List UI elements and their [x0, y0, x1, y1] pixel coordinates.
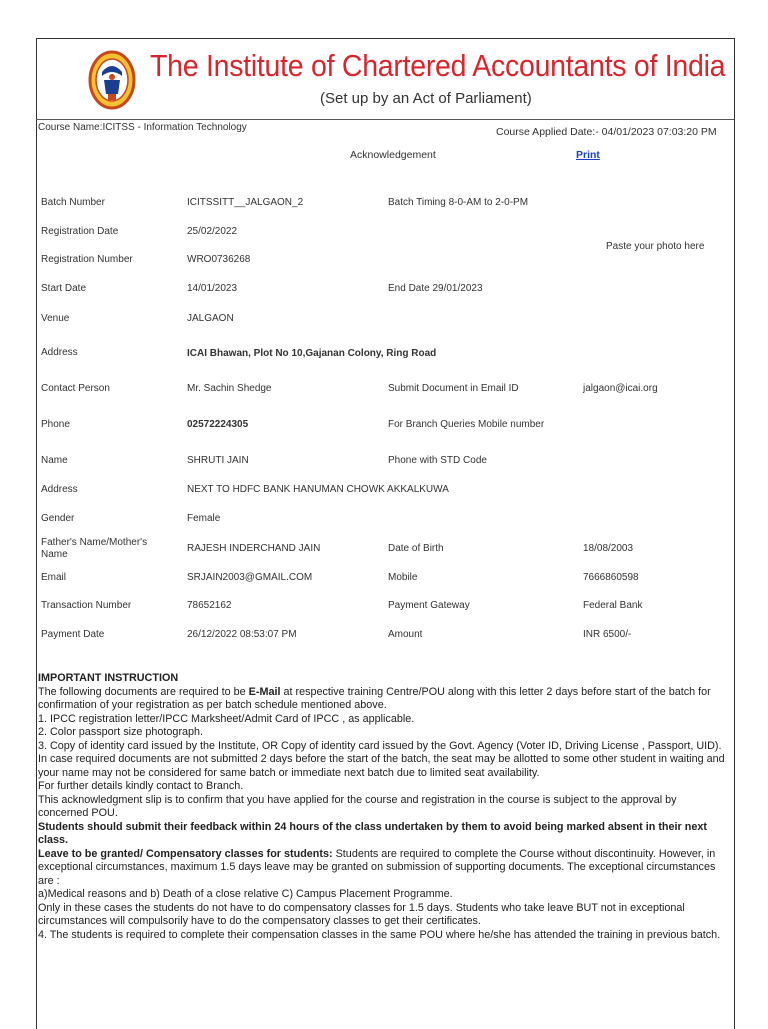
parent-name-label: Father's Name/Mother's Name — [41, 537, 148, 560]
gender-value: Female — [187, 513, 221, 524]
photo-placeholder: Paste your photo here — [606, 241, 705, 252]
payment-gateway-value: Federal Bank — [583, 600, 643, 611]
instruction-acknowledgment: This acknowledgment slip is to confirm that you have applied for the course and registration in the course is subject to the approval by concerned POU. — [38, 793, 677, 819]
letterhead — [36, 40, 734, 118]
branch-mobile-label: For Branch Queries Mobile number — [388, 419, 545, 430]
payment-gateway-label: Payment Gateway — [388, 600, 470, 611]
batch-number-label: Batch Number — [41, 197, 105, 208]
registration-date-label: Registration Date — [41, 226, 119, 237]
submit-email-label: Submit Document in Email ID — [388, 383, 519, 394]
venue-address-label: Address — [41, 347, 78, 358]
leave-text: Students are required to complete the Course without discontinuity. However, in exceptional circumstances, maximum 1.5 days leave may be granted on submission of supporting documents. The exceptional circumstances are : — [38, 847, 716, 887]
intro-text-a: The following documents are required to be — [38, 685, 249, 698]
std-phone-label: Phone with STD Code — [388, 455, 487, 466]
instruction-item-4: 4. The students is required to complete their compensation classes in the same POU where he/she has attended the training in previous batch. — [38, 928, 721, 941]
student-address-label: Address — [41, 484, 78, 495]
intro-text-c: at respective training Centre/POU along with this letter 2 days before start of the batch for confirmation of your registration as per batch schedule mentioned above. — [38, 685, 711, 711]
instruction-item-2: 2. Color passport size photograph. — [38, 726, 204, 738]
transaction-number-label: Transaction Number — [41, 600, 132, 611]
parent-name-value: RAJESH INDERCHAND JAIN — [187, 543, 321, 554]
payment-date-label: Payment Date — [41, 629, 105, 640]
dob-value: 18/08/2003 — [583, 543, 634, 554]
dob-label: Date of Birth — [388, 543, 444, 554]
registration-number-value: WRO0736268 — [187, 254, 251, 265]
batch-number-value: ICITSSITT__JALGAON_2 — [187, 197, 304, 208]
course-applied-date: Course Applied Date:- 04/01/2023 07:03:20 PM — [496, 126, 717, 138]
header-divider — [36, 119, 734, 120]
contact-person-label: Contact Person — [41, 383, 110, 394]
gender-label: Gender — [41, 513, 75, 524]
venue-label: Venue — [41, 313, 70, 324]
amount-label: Amount — [388, 629, 423, 640]
batch-timing: Batch Timing 8-0-AM to 2-0-PM — [388, 197, 529, 208]
payment-date-value: 26/12/2022 08:53:07 PM — [187, 629, 297, 640]
registration-date-value: 25/02/2022 — [187, 226, 238, 237]
name-label: Name — [41, 455, 68, 466]
instruction-intro — [38, 686, 728, 713]
leave-heading: Leave to be granted/ Compensatory classes for students: — [38, 847, 333, 860]
amount-value: INR 6500/- — [583, 629, 632, 640]
phone-value: 02572224305 — [187, 419, 249, 430]
mobile-value: 7666860598 — [583, 572, 639, 583]
print-link[interactable]: Print — [576, 149, 600, 161]
instruction-leave — [38, 848, 728, 889]
instruction-item-1: 1. IPCC registration letter/IPCC Marksheet/Admit Card of IPCC , as applicable. — [38, 712, 415, 725]
acknowledgement-title: Acknowledgement — [350, 149, 436, 161]
registration-number-label: Registration Number — [41, 254, 133, 265]
submit-email-value: jalgaon@icai.org — [583, 383, 658, 394]
contact-person-value: Mr. Sachin Shedge — [187, 383, 272, 394]
email-label: Email — [41, 572, 67, 583]
institute-title: The Institute of Chartered Accountants of India — [150, 48, 726, 83]
instruction-exceptions: a)Medical reasons and b) Death of a close relative C) Campus Placement Programme. — [38, 888, 453, 900]
instruction-contact-branch: For further details kindly contact to Branch. — [38, 780, 244, 792]
course-name: Course Name:ICITSS - Information Technology — [38, 122, 247, 133]
start-date-value: 14/01/2023 — [187, 283, 238, 294]
icai-logo — [88, 50, 136, 110]
instruction-feedback: Students should submit their feedback within 24 hours of the class undertaken by them to avoid being marked absent in their next class. — [38, 820, 707, 846]
name-value: SHRUTI JAIN — [187, 455, 249, 466]
instruction-compensatory: Only in these cases the students do not have to do compensatory classes for 1.5 days. Students who take leave BUT not in exceptional circumstances will compulsorily have to do the compensatory classes to get their certificates. — [38, 901, 685, 927]
email-value: SRJAIN2003@GMAIL.COM — [187, 572, 313, 583]
institute-subtitle: (Set up by an Act of Parliament) — [320, 90, 532, 107]
intro-email-emphasis: E-Mail — [248, 685, 281, 698]
end-date: End Date 29/01/2023 — [388, 283, 483, 294]
student-address-value: NEXT TO HDFC BANK HANUMAN CHOWK AKKALKUWA — [187, 484, 449, 495]
phone-label: Phone — [41, 419, 70, 430]
instructions-heading: IMPORTANT INSTRUCTION — [38, 672, 179, 684]
venue-address-value: ICAI Bhawan, Plot No 10,Gajanan Colony, Ring Road — [187, 348, 437, 359]
instruction-item-3: 3. Copy of identity card issued by the Institute, OR Copy of identity card issued by the Govt. Agency (Voter ID, Driving License , Passport, UID). — [38, 739, 722, 752]
instruction-seat-allocation: In case required documents are not submitted 2 days before the start of the batch, the seat may be allotted to some other student in waiting and your name may not be considered for same batch or immediate next batch due to limited seat availability. — [38, 753, 725, 779]
start-date-label: Start Date — [41, 283, 87, 294]
mobile-label: Mobile — [388, 572, 418, 583]
transaction-number-value: 78652162 — [187, 600, 232, 611]
venue-value: JALGAON — [187, 313, 234, 324]
important-instructions — [38, 672, 728, 942]
